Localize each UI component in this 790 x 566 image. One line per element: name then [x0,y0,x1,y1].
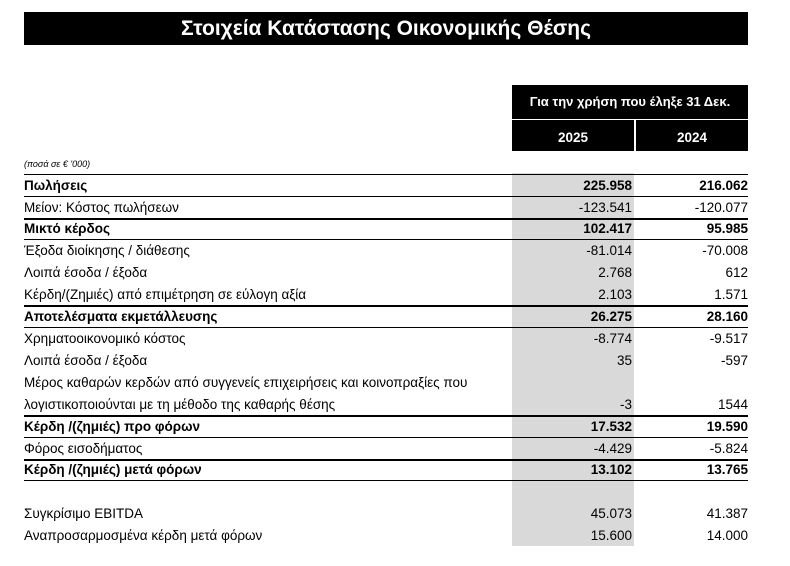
row-label: Λοιπά έσοδα / έξοδα [24,353,148,368]
table-row-associates-line1 [24,372,748,394]
table-row-adjusted-profit [24,525,748,547]
amounts-note: (ποσά σε € '000) [24,159,91,169]
header-column-divider [634,119,636,151]
table-row-other-income [24,262,748,284]
table-row-admin-expenses [24,240,748,262]
row-value-2025: 26.275 [590,309,632,324]
row-value-2024: 13.765 [706,462,748,477]
row-value-2025: 102.417 [583,221,632,236]
row-value-2024: 41.387 [706,506,748,521]
row-label: λογιστικοποιούνται με τη μέθοδο της καθαρής θέσης [24,397,336,412]
year-header-2025: 2025 [512,119,634,151]
table-row-pretax-profit [24,416,748,438]
table-row-ebitda [24,503,748,525]
row-value-2025: -123.541 [578,200,632,215]
row-value-2025: -8.774 [593,331,632,346]
row-value-2025: 15.600 [590,528,632,543]
row-value-2024: -597 [720,353,748,368]
row-value-2025: -81.014 [586,243,632,258]
row-rule [24,480,748,481]
row-label: Χρηματοοικονομικό κόστος [24,331,186,346]
year-header-2024: 2024 [636,119,748,151]
row-value-2025: 35 [616,353,632,368]
row-value-2025: 13.102 [590,462,632,477]
row-value-2025: 2.103 [598,287,632,302]
row-label: Κέρδη /(ζημιές) μετά φόρων [24,462,202,477]
row-label: Αναπροσαρμοσμένα κέρδη μετά φόρων [24,528,263,543]
table-row-sales [24,175,748,197]
row-value-2024: 19.590 [706,419,748,434]
table-row-associates-line2 [24,394,748,416]
row-label: Συγκρίσιμο EBITDA [24,506,144,521]
row-value-2024: -5.824 [709,441,748,456]
row-value-2025: 2.768 [598,265,632,280]
row-value-2025: 45.073 [590,506,632,521]
row-label: Φόρος εισοδήματος [24,441,143,456]
row-value-2025: -3 [619,397,632,412]
row-value-2024: 1.571 [714,287,748,302]
row-value-2024: 28.160 [706,309,748,324]
row-value-2024: -9.517 [709,331,748,346]
row-value-2024: 95.985 [706,221,748,236]
header-divider [512,119,748,120]
table-row-cost-of-sales [24,197,748,219]
row-label: Μέρος καθαρών κερδών από συγγενείς επιχειρήσεις και κοινοπραξίες που [24,375,468,390]
row-value-2024: -120.077 [694,200,748,215]
table-row-net-profit [24,459,748,481]
table-row-gross-profit [24,218,748,240]
row-label: Αποτελέσματα εκμετάλλευσης [24,309,218,324]
row-label: Λοιπά έσοδα / έξοδα [24,265,148,280]
row-value-2024: 14.000 [706,528,748,543]
row-value-2024: -70.008 [702,243,748,258]
table-row-operating-results [24,306,748,328]
row-label: Μείον: Κόστος πωλήσεων [24,200,179,215]
row-label: Κέρδη /(ζημιές) προ φόρων [24,419,200,434]
row-label: Έξοδα διοίκησης / διάθεσης [24,243,190,258]
table-row-finance-cost [24,328,748,350]
page-title: Στοιχεία Κατάστασης Οικονομικής Θέσης [24,12,748,45]
period-header: Για την χρήση που έληξε 31 Δεκ. [512,85,748,119]
row-label: Μικτό κέρδος [24,221,110,236]
table-row-fair-value [24,284,748,306]
row-label: Κέρδη/(Ζημιές) από επιμέτρηση σε εύλογη αξία [24,287,307,302]
row-value-2024: 612 [725,265,748,280]
row-value-2025: -4.429 [593,441,632,456]
row-value-2025: 17.532 [590,419,632,434]
table-row-income-tax [24,438,748,460]
row-value-2024: 1544 [717,397,748,412]
row-value-2024: 216.062 [699,178,748,193]
row-value-2025: 225.958 [583,178,632,193]
row-label: Πωλήσεις [24,178,88,193]
table-row-other-income-2 [24,350,748,372]
